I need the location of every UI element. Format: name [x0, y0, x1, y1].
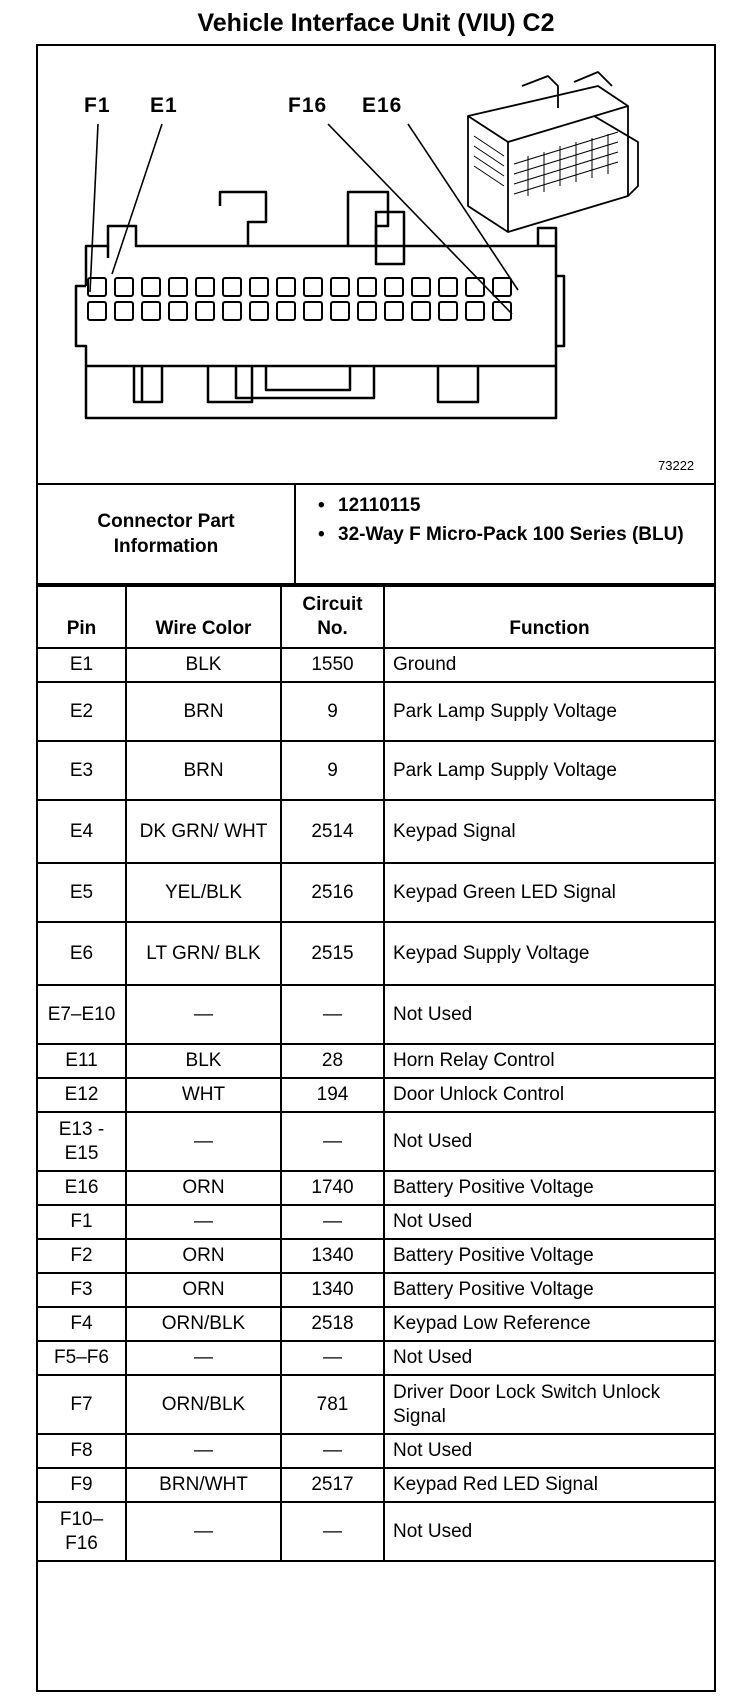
header-function: Function — [384, 586, 714, 648]
circuit-cell: 1550 — [281, 648, 384, 682]
wire-color-cell: LT GRN/ BLK — [126, 922, 281, 985]
function-cell: Not Used — [384, 985, 714, 1044]
pin-cell: F8 — [38, 1434, 126, 1468]
function-cell: Not Used — [384, 1434, 714, 1468]
cavity — [466, 278, 484, 296]
cavity — [304, 278, 322, 296]
part-info-label: Connector Part Information — [38, 485, 296, 583]
connector-diagram — [38, 46, 714, 485]
circuit-cell: 2517 — [281, 1468, 384, 1502]
table-row — [38, 648, 714, 682]
function-cell: Park Lamp Supply Voltage — [384, 741, 714, 800]
pin-cell: E6 — [38, 922, 126, 985]
table-row — [38, 1112, 714, 1171]
table-row — [38, 800, 714, 863]
table-row — [38, 863, 714, 922]
pin-cell: F5–F6 — [38, 1341, 126, 1375]
table-row — [38, 1273, 714, 1307]
wire-color-cell: ORN — [126, 1273, 281, 1307]
function-cell: Keypad Green LED Signal — [384, 863, 714, 922]
cavity — [115, 302, 133, 320]
function-cell: Door Unlock Control — [384, 1078, 714, 1112]
cavity — [493, 278, 511, 296]
cavity — [196, 278, 214, 296]
circuit-cell: — — [281, 1205, 384, 1239]
table-header-row — [38, 586, 714, 648]
wire-color-cell: YEL/BLK — [126, 863, 281, 922]
wire-color-cell: — — [126, 1205, 281, 1239]
function-cell: Keypad Signal — [384, 800, 714, 863]
header-pin: Pin — [38, 586, 126, 648]
table-row — [38, 1239, 714, 1273]
function-cell: Not Used — [384, 1341, 714, 1375]
circuit-cell: 2516 — [281, 863, 384, 922]
circuit-cell: 1340 — [281, 1273, 384, 1307]
table-row — [38, 682, 714, 741]
connector-isometric-illustration — [468, 72, 638, 232]
wire-color-cell: — — [126, 1341, 281, 1375]
wire-color-cell: ORN — [126, 1171, 281, 1205]
table-row — [38, 1502, 714, 1561]
function-cell: Not Used — [384, 1205, 714, 1239]
table-row — [38, 741, 714, 800]
pin-cell: E7–E10 — [38, 985, 126, 1044]
cavity — [412, 302, 430, 320]
pin-cell: E5 — [38, 863, 126, 922]
cavity — [385, 278, 403, 296]
table-row — [38, 1205, 714, 1239]
cavity — [331, 302, 349, 320]
function-cell: Not Used — [384, 1112, 714, 1171]
connector-description: • 32-Way F Micro-Pack 100 Series (BLU) — [318, 522, 708, 547]
table-row — [38, 1044, 714, 1078]
wire-color-cell: ORN — [126, 1239, 281, 1273]
circuit-cell: 2514 — [281, 800, 384, 863]
cavity — [385, 302, 403, 320]
pin-cell: F7 — [38, 1375, 126, 1434]
connector-sheet — [36, 44, 716, 1692]
wire-color-cell: BRN/WHT — [126, 1468, 281, 1502]
cavity — [142, 302, 160, 320]
function-cell: Keypad Supply Voltage — [384, 922, 714, 985]
cavity — [142, 278, 160, 296]
function-cell: Park Lamp Supply Voltage — [384, 682, 714, 741]
pin-cell: E4 — [38, 800, 126, 863]
pin-cell: F1 — [38, 1205, 126, 1239]
cavity — [331, 278, 349, 296]
pinout-table — [38, 585, 714, 1562]
wire-color-cell: WHT — [126, 1078, 281, 1112]
circuit-cell: 9 — [281, 741, 384, 800]
circuit-cell: — — [281, 1341, 384, 1375]
cavity — [358, 278, 376, 296]
pin-cell: F3 — [38, 1273, 126, 1307]
wire-color-cell: — — [126, 1434, 281, 1468]
pin-label-f16: F16 — [288, 94, 328, 117]
connector-cavities — [88, 278, 511, 320]
cavity — [115, 278, 133, 296]
function-cell: Keypad Low Reference — [384, 1307, 714, 1341]
function-cell: Battery Positive Voltage — [384, 1239, 714, 1273]
page-title: Vehicle Interface Unit (VIU) C2 — [197, 9, 555, 37]
pin-label-f1: F1 — [84, 94, 111, 117]
part-info-list — [318, 493, 708, 551]
cavity — [223, 278, 241, 296]
cavity — [169, 278, 187, 296]
cavity — [277, 278, 295, 296]
wire-color-cell: BLK — [126, 1044, 281, 1078]
circuit-cell: — — [281, 1434, 384, 1468]
wire-color-cell: ORN/BLK — [126, 1375, 281, 1434]
pin-cell: E12 — [38, 1078, 126, 1112]
table-row — [38, 922, 714, 985]
function-cell: Keypad Red LED Signal — [384, 1468, 714, 1502]
table-row — [38, 1341, 714, 1375]
table-row — [38, 1468, 714, 1502]
circuit-cell: 28 — [281, 1044, 384, 1078]
cavity — [277, 302, 295, 320]
pin-cell: E11 — [38, 1044, 126, 1078]
pin-cell: E2 — [38, 682, 126, 741]
pin-cell: F10–F16 — [38, 1502, 126, 1561]
pin-cell: F2 — [38, 1239, 126, 1273]
circuit-cell: — — [281, 1112, 384, 1171]
table-row — [38, 1171, 714, 1205]
circuit-cell: 1340 — [281, 1239, 384, 1273]
cavity — [304, 302, 322, 320]
pin-cell: E3 — [38, 741, 126, 800]
pinout-rows — [38, 648, 714, 1561]
wire-color-cell: — — [126, 1112, 281, 1171]
pin-cell: E1 — [38, 648, 126, 682]
wire-color-cell: BRN — [126, 741, 281, 800]
function-cell: Ground — [384, 648, 714, 682]
circuit-cell: — — [281, 985, 384, 1044]
circuit-cell: 9 — [281, 682, 384, 741]
header-circuit: Circuit No. — [281, 586, 384, 648]
wire-color-cell: DK GRN/ WHT — [126, 800, 281, 863]
circuit-cell: 194 — [281, 1078, 384, 1112]
cavity — [439, 278, 457, 296]
wire-color-cell: BRN — [126, 682, 281, 741]
pin-label-e1: E1 — [150, 94, 178, 117]
wire-color-cell: — — [126, 1502, 281, 1561]
wire-color-cell: BLK — [126, 648, 281, 682]
function-cell: Horn Relay Control — [384, 1044, 714, 1078]
cavity — [358, 302, 376, 320]
wire-color-cell: — — [126, 985, 281, 1044]
cavity — [250, 302, 268, 320]
cavity — [196, 302, 214, 320]
circuit-cell: 781 — [281, 1375, 384, 1434]
cavity — [439, 302, 457, 320]
pin-cell: E16 — [38, 1171, 126, 1205]
circuit-cell: — — [281, 1502, 384, 1561]
table-row — [38, 1078, 714, 1112]
pin-label-e16: E16 — [362, 94, 403, 117]
table-row — [38, 1375, 714, 1434]
cavity — [169, 302, 187, 320]
function-cell: Battery Positive Voltage — [384, 1171, 714, 1205]
cavity — [223, 302, 241, 320]
function-cell: Battery Positive Voltage — [384, 1273, 714, 1307]
pin-cell: E13 - E15 — [38, 1112, 126, 1171]
wire-color-cell: ORN/BLK — [126, 1307, 281, 1341]
pin-cell: F9 — [38, 1468, 126, 1502]
cavity — [466, 302, 484, 320]
circuit-cell: 2518 — [281, 1307, 384, 1341]
pin-cell: F4 — [38, 1307, 126, 1341]
circuit-cell: 1740 — [281, 1171, 384, 1205]
circuit-cell: 2515 — [281, 922, 384, 985]
cavity — [250, 278, 268, 296]
part-number: • 12110115 — [318, 493, 708, 518]
function-cell: Not Used — [384, 1502, 714, 1561]
function-cell: Driver Door Lock Switch Unlock Signal — [384, 1375, 714, 1434]
table-row — [38, 1434, 714, 1468]
connector-part-info — [38, 485, 714, 585]
table-row — [38, 985, 714, 1044]
cavity — [88, 302, 106, 320]
header-wire-color: Wire Color — [126, 586, 281, 648]
cavity — [412, 278, 430, 296]
table-row — [38, 1307, 714, 1341]
figure-number: 73222 — [658, 458, 695, 473]
